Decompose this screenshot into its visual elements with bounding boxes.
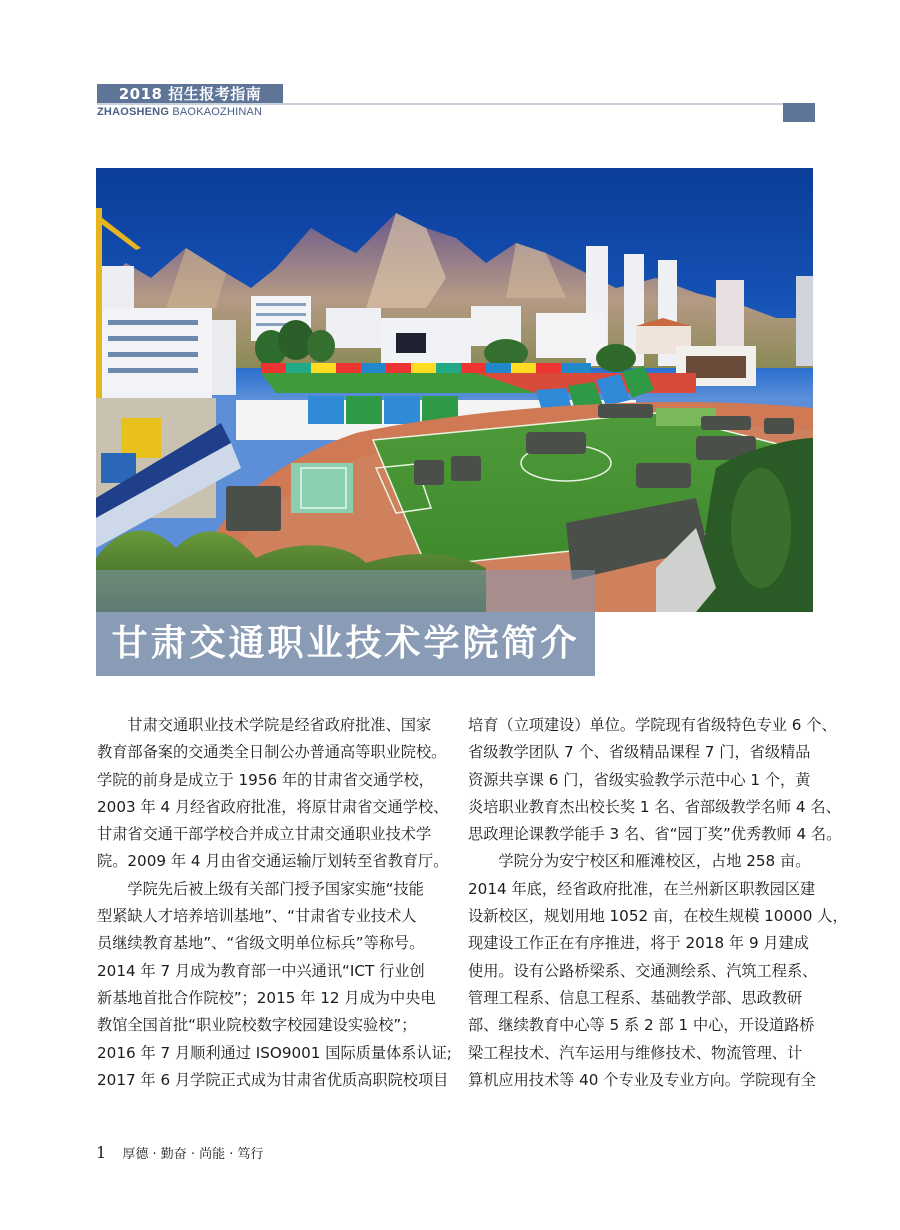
banner-overlay	[96, 570, 595, 612]
text-line: 现建设工作正在有序推进，将于 2018 年 9 月建成	[468, 934, 809, 953]
header-accent-block	[783, 103, 815, 122]
text-line: 培育（立项建设）单位。学院现有省级特色专业 6 个、	[468, 716, 837, 734]
text-line: 2014 年底，经省政府批准，在兰州新区职教园区建	[468, 879, 816, 898]
text-line: 教育部备案的交通类全日制公办普通高等职业院校。	[97, 743, 447, 762]
text-line: 新基地首批合作院校”；2015 年 12 月成为中央电	[97, 988, 436, 1007]
text-line: 2014 年 7 月成为教育部一中兴通讯“ICT 行业创	[97, 961, 425, 980]
text-line: 梁工程技术、汽车运用与维修技术、物流管理、计	[468, 1043, 803, 1062]
text-line: 学院的前身是成立于 1956 年的甘肃省交通学校，	[97, 770, 434, 789]
text-line: 思政理论课教学能手 3 名、省“园丁奖”优秀教师 4 名。	[468, 825, 842, 844]
article-column-left	[97, 712, 452, 1094]
text-line: 使用。设有公路桥梁系、交通测绘系、汽筑工程系、	[468, 961, 818, 980]
header-divider	[97, 103, 783, 105]
text-line: 部、继续教育中心等 5 系 2 部 1 中心，开设道路桥	[468, 1016, 815, 1035]
campus-photo	[96, 168, 813, 612]
text-line: 炎培职业教育杰出校长奖 1 名、省部级教学名师 4 名、	[468, 797, 841, 816]
text-line: 员继续教育基地”、“省级文明单位标兵”等称号。	[97, 934, 425, 953]
article-column-right	[468, 712, 848, 1094]
text-line: 院。2009 年 4 月由省交通运输厅划转至省教育厅。	[97, 852, 449, 871]
school-motto: 厚德 · 勤奋 · 尚能 · 笃行	[122, 1147, 264, 1162]
text-line: 型紧缺人才培养培训基地”、“甘肃省专业技术人	[97, 907, 417, 926]
text-line: 管理工程系、信息工程系、基础教学部、思政教研	[468, 988, 803, 1007]
article-title: 甘肃交通职业技术学院简介	[111, 622, 580, 664]
text-line: 甘肃交通职业技术学院是经省政府批准、国家	[127, 716, 432, 734]
text-line: 省级教学团队 7 个、省级精品课程 7 门，省级精品	[468, 743, 811, 762]
text-line: 学院分为安宁校区和雁滩校区，占地 258 亩。	[498, 852, 811, 871]
text-line: 学院先后被上级有关部门授予国家实施“技能	[127, 879, 424, 898]
text-line: 2017 年 6 月学院正式成为甘肃省优质高职院校项目	[97, 1070, 449, 1089]
header-tab-title: 2018 招生报考指南	[97, 84, 283, 104]
page-footer	[96, 1143, 264, 1162]
header-subtitle-regular: BAOKAOZHINAN	[172, 106, 263, 118]
header-subtitle-bold: ZHAOSHENG	[97, 106, 170, 118]
text-line: 2003 年 4 月经省政府批准，将原甘肃省交通学校、	[97, 797, 449, 816]
text-line: 教馆全国首批“职业院校数字校园建设实验校”；	[97, 1016, 417, 1035]
text-line: 2016 年 7 月顺利通过 ISO9001 国际质量体系认证;	[97, 1043, 452, 1062]
text-line: 资源共享课 6 门，省级实验教学示范中心 1 个，黄	[468, 770, 811, 789]
header-subtitle	[97, 106, 262, 118]
page-number: 1	[96, 1143, 107, 1162]
text-line: 设新校区，规划用地 1052 亩，在校生规模 10000 人，	[468, 907, 848, 926]
text-line: 算机应用技术等 40 个专业及专业方向。学院现有全	[468, 1070, 816, 1089]
text-line: 甘肃省交通干部学校合并成立甘肃交通职业技术学	[97, 825, 432, 844]
title-banner	[96, 612, 595, 676]
